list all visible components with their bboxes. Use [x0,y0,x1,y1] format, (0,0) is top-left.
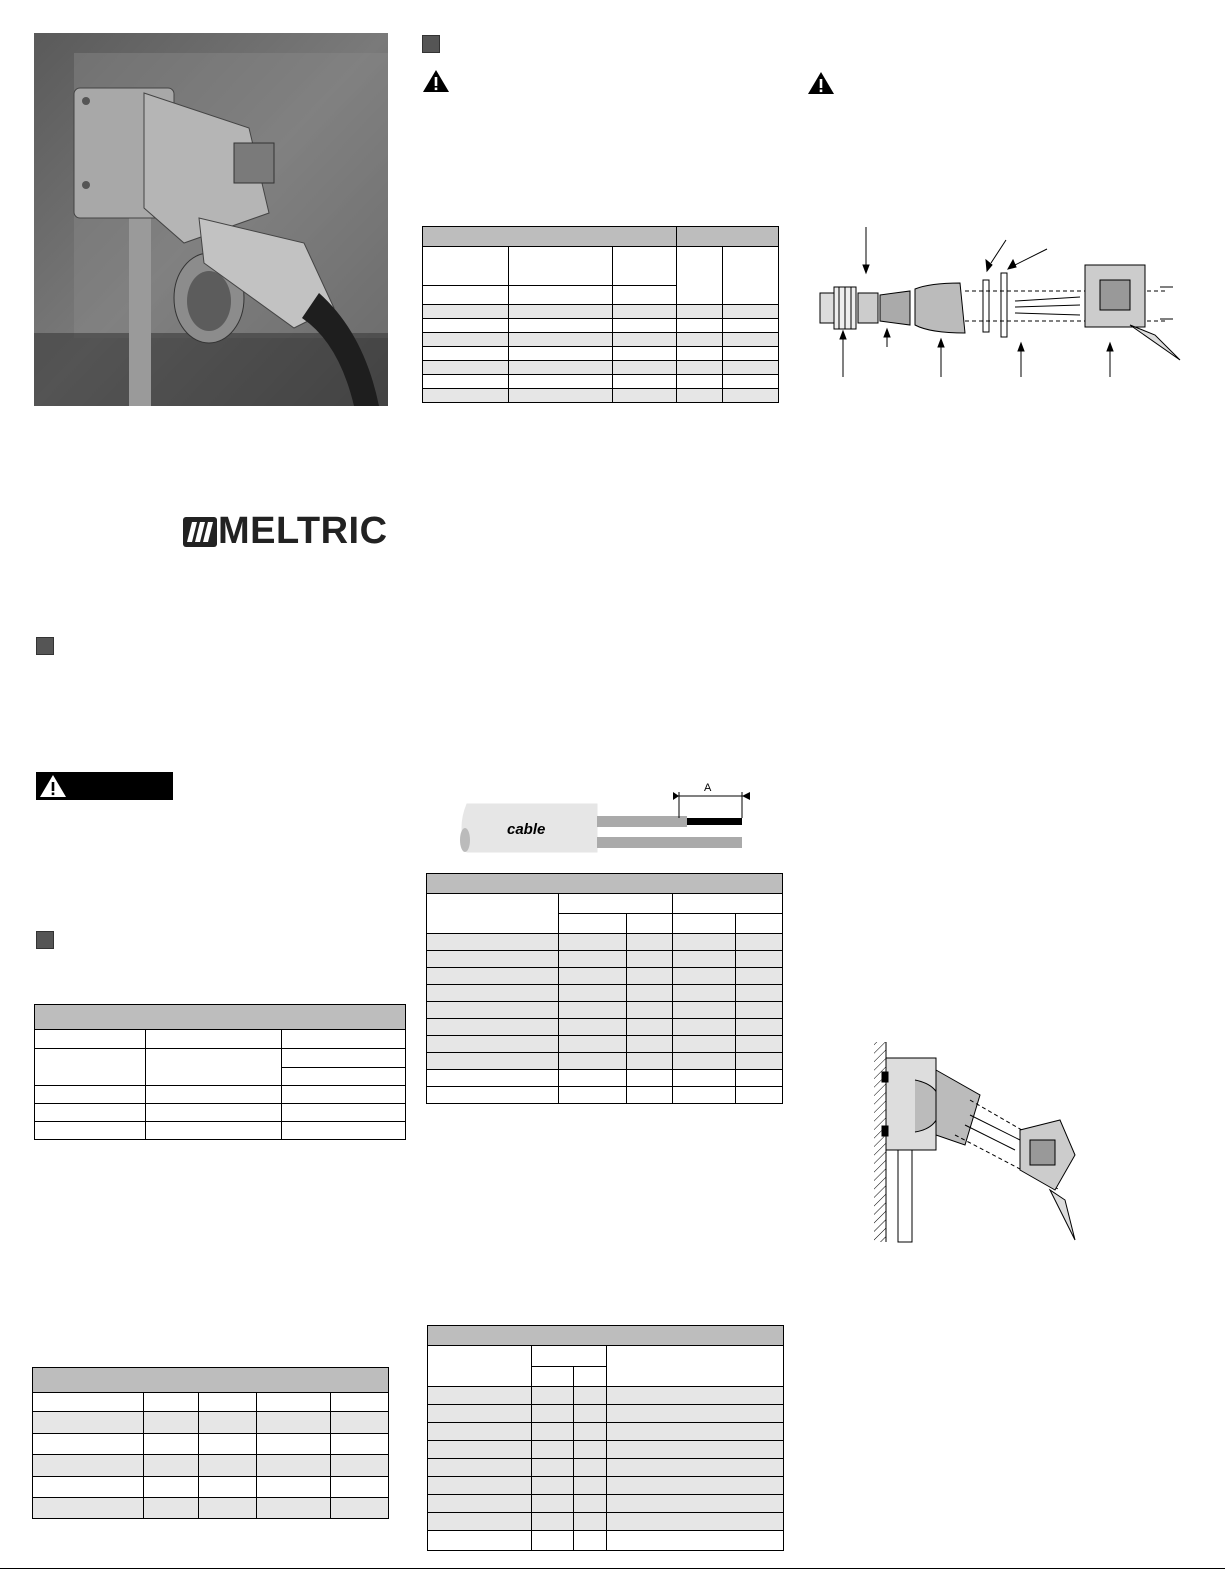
table-cell [33,1434,144,1455]
table-cell [509,247,613,286]
table-cell [736,985,783,1002]
table-cell [559,894,673,914]
table-cell [33,1455,144,1477]
table-cell [509,347,613,361]
table-cell [144,1498,199,1519]
table-cell [627,1053,673,1070]
table-cell [677,247,723,305]
table-cell [574,1367,607,1387]
table-cell [199,1434,257,1455]
table-cell [559,1019,627,1036]
table-cell [427,874,783,894]
table-cell [331,1412,389,1434]
table-cell [423,286,509,305]
table-cell [736,1070,783,1087]
table-cell [627,1019,673,1036]
data-table-3 [32,1367,389,1519]
data-table-4 [426,873,783,1104]
table-cell [35,1104,146,1122]
cable-label: cable [507,821,546,838]
table-cell [35,1049,146,1086]
table-cell [428,1423,532,1441]
brand-logo-text: MELTRIC [218,510,388,552]
table-cell [574,1441,607,1459]
table-cell [723,247,779,305]
meltric-stripes-logo-icon [183,517,217,547]
table-cell [509,286,613,305]
table-cell [559,934,627,951]
table-cell [627,1002,673,1019]
table-cell [736,1002,783,1019]
table-cell [33,1412,144,1434]
table-cell [736,914,783,934]
table-cell [673,951,736,968]
table-cell [423,389,509,403]
table-cell [607,1495,784,1513]
table-cell [33,1368,389,1393]
table-cell [574,1405,607,1423]
table-cell [509,305,613,319]
table-cell [427,1070,559,1087]
table-cell [673,1036,736,1053]
table-cell [627,985,673,1002]
square-bullet-icon [36,931,54,949]
table-cell [33,1393,144,1412]
table-cell [559,968,627,985]
table-cell [613,389,677,403]
table-cell [559,951,627,968]
table-cell [282,1086,406,1104]
table-cell [574,1495,607,1513]
product-photo [34,33,388,406]
table-cell [627,1070,673,1087]
table-cell [607,1477,784,1495]
table-cell [723,347,779,361]
table-cell [607,1513,784,1531]
table-cell [427,951,559,968]
table-cell [607,1405,784,1423]
receptacle-photo-illustration [34,33,388,406]
table-cell [423,333,509,347]
table-cell [673,1087,736,1104]
table-cell [331,1498,389,1519]
table-cell [559,1002,627,1019]
table-cell [427,1002,559,1019]
table-cell [677,333,723,347]
table-cell [427,894,559,934]
table-cell [613,247,677,286]
wall-mount-diagram [870,1040,1110,1245]
table-cell [532,1441,574,1459]
table-cell [559,1036,627,1053]
table-cell [559,1053,627,1070]
table-cell [144,1434,199,1455]
table-cell [673,1070,736,1087]
table-cell [723,333,779,347]
table-cell [257,1455,331,1477]
table-cell [613,319,677,333]
table-cell [257,1498,331,1519]
table-cell [509,319,613,333]
table-cell [613,333,677,347]
table-cell [627,951,673,968]
table-cell [428,1346,532,1387]
table-cell [146,1086,282,1104]
table-cell [677,319,723,333]
table-cell [677,361,723,375]
table-cell [428,1495,532,1513]
table-cell [673,1053,736,1070]
page-bottom-rule [0,1568,1225,1569]
table-cell [607,1423,784,1441]
data-table-5 [427,1325,784,1551]
table-cell [627,1036,673,1053]
table-cell [532,1367,574,1387]
table-cell [574,1459,607,1477]
table-cell [427,1087,559,1104]
table-cell [423,305,509,319]
table-cell [199,1393,257,1412]
table-cell [673,914,736,934]
table-cell [677,375,723,389]
table-cell [423,319,509,333]
table-cell [673,1019,736,1036]
table-cell [423,247,509,286]
table-cell [331,1393,389,1412]
table-cell [423,375,509,389]
table-cell [532,1531,574,1551]
table-cell [736,1019,783,1036]
table-cell [257,1393,331,1412]
table-cell [199,1455,257,1477]
table-cell [199,1477,257,1498]
assembly-exploded-diagram [815,225,1190,380]
table-cell [559,1087,627,1104]
table-cell [331,1477,389,1498]
warning-triangle-icon [39,774,67,798]
table-cell [428,1326,784,1346]
square-bullet-icon [422,35,440,53]
table-cell [257,1434,331,1455]
table-cell [282,1030,406,1049]
warning-banner [36,772,173,800]
table-cell [532,1346,607,1367]
table-cell [677,305,723,319]
table-cell [677,227,779,247]
table-cell [613,361,677,375]
table-cell [607,1441,784,1459]
table-cell [146,1030,282,1049]
table-cell [428,1441,532,1459]
table-cell [427,968,559,985]
table-cell [613,305,677,319]
table-cell [677,347,723,361]
table-cell [532,1477,574,1495]
table-cell [607,1346,784,1387]
table-cell [428,1405,532,1423]
table-cell [627,934,673,951]
warning-triangle-icon [422,69,450,93]
table-cell [613,286,677,305]
table-cell [331,1455,389,1477]
table-cell [199,1498,257,1519]
table-cell [532,1405,574,1423]
strip-length-label: A [704,782,712,794]
table-cell [559,914,627,934]
table-cell [144,1412,199,1434]
table-cell [736,1087,783,1104]
table-cell [574,1423,607,1441]
square-bullet-icon [36,637,54,655]
table-cell [574,1387,607,1405]
table-cell [257,1412,331,1434]
table-cell [607,1387,784,1405]
table-cell [282,1049,406,1068]
table-cell [423,227,677,247]
table-cell [532,1495,574,1513]
table-cell [723,361,779,375]
data-table-1 [422,226,779,403]
table-cell [673,968,736,985]
table-cell [574,1513,607,1531]
table-cell [532,1387,574,1405]
table-cell [736,1036,783,1053]
table-cell [723,375,779,389]
table-cell [673,1002,736,1019]
table-cell [723,305,779,319]
table-cell [559,985,627,1002]
table-cell [736,968,783,985]
table-cell [532,1459,574,1477]
table-cell [532,1423,574,1441]
table-cell [559,1070,627,1087]
table-cell [736,934,783,951]
table-cell [673,985,736,1002]
table-cell [423,361,509,375]
table-cell [282,1068,406,1086]
table-cell [146,1104,282,1122]
table-cell [627,914,673,934]
table-cell [257,1477,331,1498]
table-cell [532,1513,574,1531]
table-cell [574,1477,607,1495]
table-cell [33,1477,144,1498]
table-cell [282,1122,406,1140]
table-cell [423,347,509,361]
table-cell [35,1005,406,1030]
table-cell [144,1393,199,1412]
table-cell [427,934,559,951]
table-cell [677,389,723,403]
table-cell [33,1498,144,1519]
table-cell [427,1036,559,1053]
table-cell [723,319,779,333]
table-cell [613,347,677,361]
table-cell [146,1049,282,1086]
table-cell [627,968,673,985]
table-cell [427,1053,559,1070]
table-cell [428,1459,532,1477]
table-cell [509,389,613,403]
table-cell [607,1531,784,1551]
table-cell [35,1030,146,1049]
table-cell [736,1053,783,1070]
table-cell [673,894,783,914]
table-cell [35,1122,146,1140]
table-cell [509,361,613,375]
table-cell [736,951,783,968]
warning-triangle-icon [807,71,835,95]
table-cell [428,1531,532,1551]
table-cell [574,1531,607,1551]
table-cell [331,1434,389,1455]
table-cell [35,1086,146,1104]
table-cell [144,1477,199,1498]
table-cell [428,1387,532,1405]
table-cell [146,1122,282,1140]
table-cell [607,1459,784,1477]
table-cell [627,1087,673,1104]
table-cell [428,1513,532,1531]
table-cell [427,985,559,1002]
table-cell [673,934,736,951]
table-cell [199,1412,257,1434]
table-cell [428,1477,532,1495]
table-cell [509,333,613,347]
table-cell [282,1104,406,1122]
table-cell [144,1455,199,1477]
table-cell [427,1019,559,1036]
table-cell [723,389,779,403]
data-table-2 [34,1004,406,1140]
table-cell [613,375,677,389]
table-cell [509,375,613,389]
